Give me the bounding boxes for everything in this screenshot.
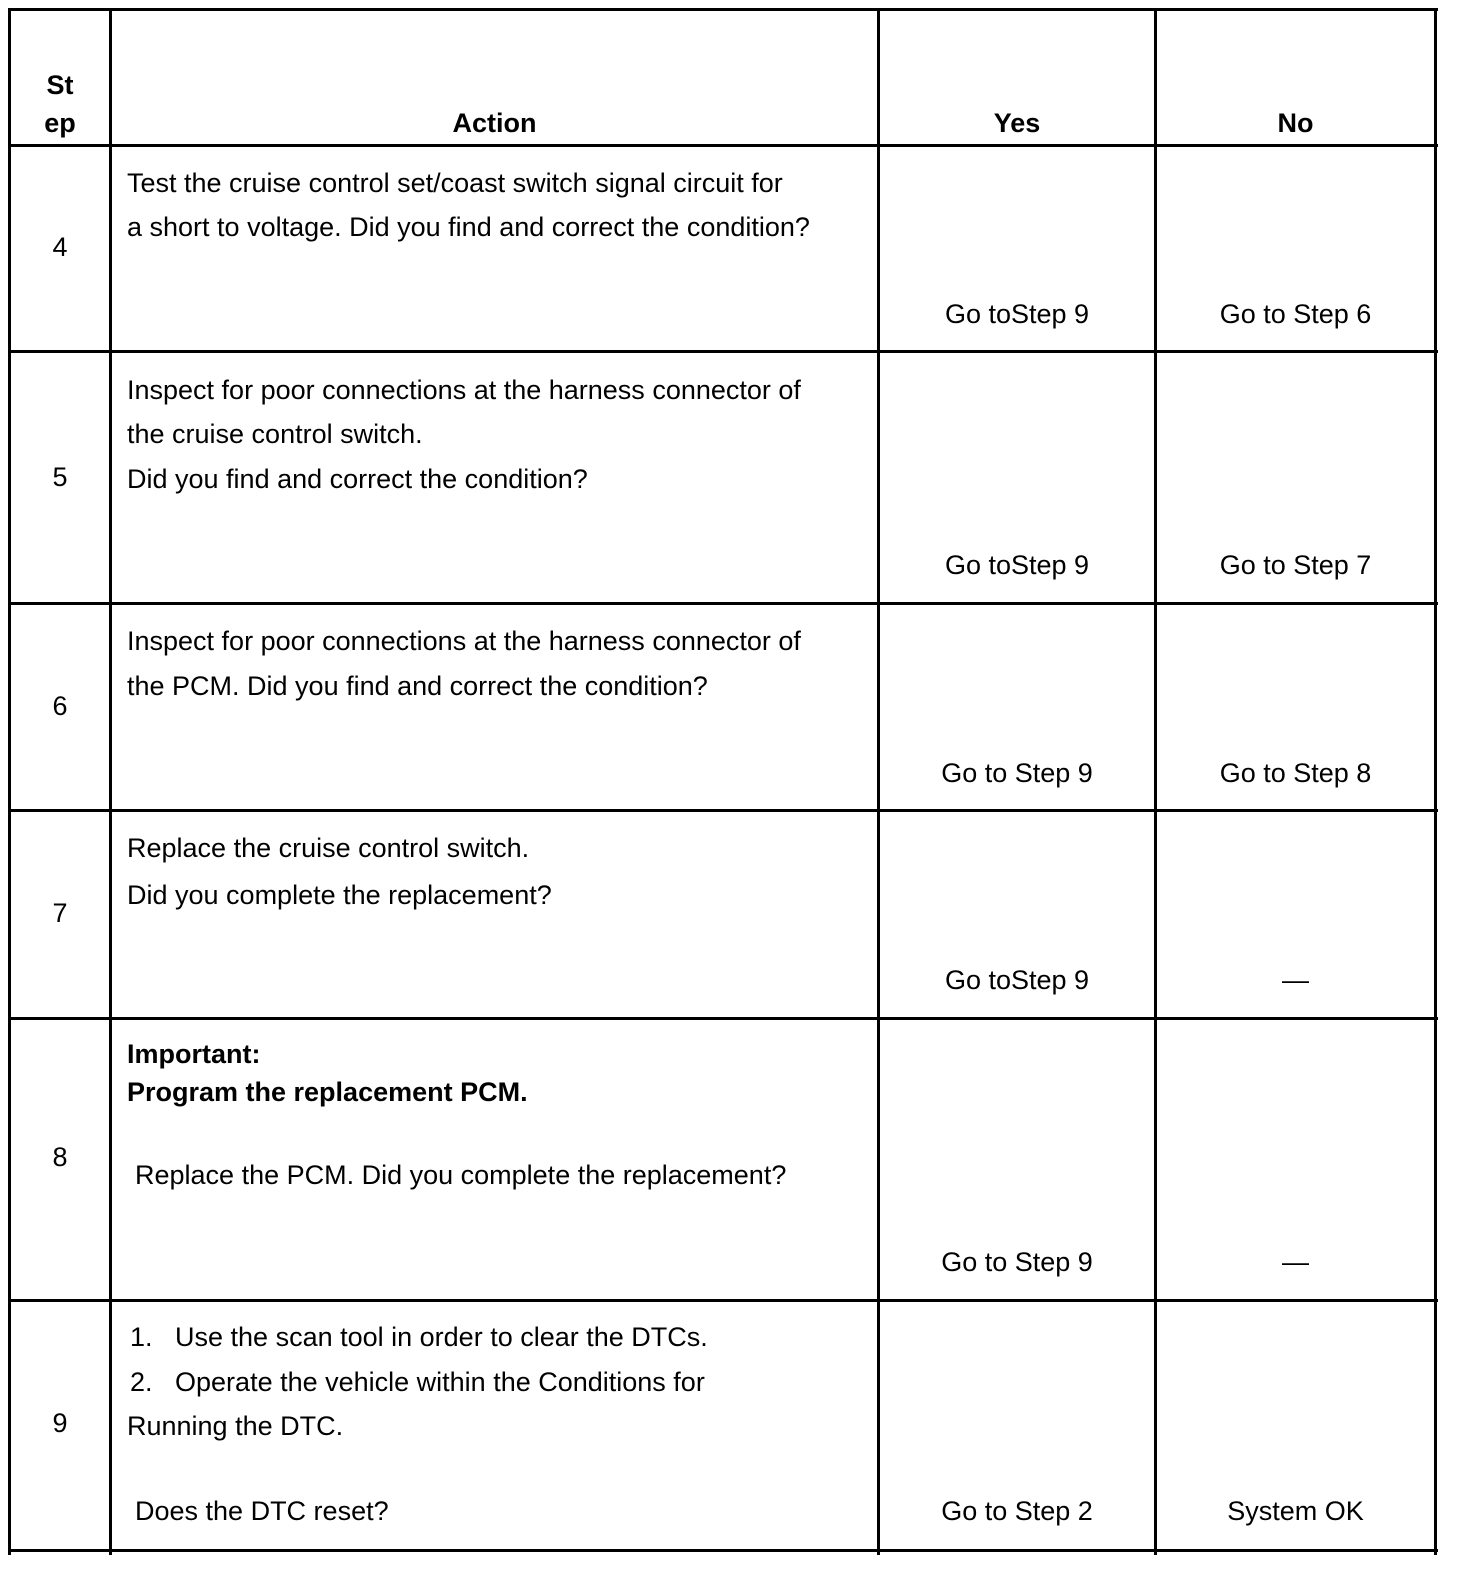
row-divider xyxy=(8,809,1438,812)
yes-link[interactable]: Go to Step 9 xyxy=(941,758,1093,788)
header-step xyxy=(11,66,109,142)
no-dash: — xyxy=(1282,965,1309,995)
table-bottom-border xyxy=(8,1549,1438,1552)
action-text: Did you find and correct the condition? xyxy=(127,464,588,494)
yes-link[interactable]: Go toStep 9 xyxy=(944,965,1090,995)
header-step-line2: ep xyxy=(44,108,76,138)
no-dash: — xyxy=(1282,1247,1309,1277)
no-link[interactable]: Go to Step 7 xyxy=(1219,550,1372,580)
yes-link[interactable]: Go toStep 9 xyxy=(944,299,1090,329)
table-right-border xyxy=(1434,9,1437,1555)
yes-link[interactable]: Go to Step 9 xyxy=(941,1247,1093,1277)
step-number: 6 xyxy=(52,691,68,721)
action-text: Running the DTC. xyxy=(127,1411,344,1441)
header-action: Action xyxy=(452,108,537,138)
yes-link[interactable]: Go to Step 2 xyxy=(941,1496,1093,1526)
row-divider xyxy=(8,350,1438,353)
row-divider xyxy=(8,602,1438,605)
header-divider xyxy=(8,144,1438,147)
action-text: Replace the cruise control switch. xyxy=(127,833,530,863)
action-text: Replace the PCM. Did you complete the replacement? xyxy=(135,1160,787,1190)
important-text: Program the replacement PCM. xyxy=(127,1077,528,1107)
step-number: 8 xyxy=(52,1142,68,1172)
step-number: 4 xyxy=(52,232,68,262)
no-link[interactable]: Go to Step 8 xyxy=(1219,758,1372,788)
action-text: a short to voltage. Did you find and correct the condition? xyxy=(127,212,810,242)
action-text: Test the cruise control set/coast switch signal circuit for xyxy=(127,168,783,198)
header-no: No xyxy=(1277,108,1314,138)
action-text: the cruise control switch. xyxy=(127,419,423,449)
list-item: 1. Use the scan tool in order to clear the DTCs. xyxy=(130,1322,708,1352)
header-yes: Yes xyxy=(993,108,1041,138)
step-number: 5 xyxy=(52,462,68,492)
action-text: Inspect for poor connections at the harness connector of xyxy=(127,626,801,656)
step-number: 7 xyxy=(52,898,68,928)
action-text: the PCM. Did you find and correct the condition? xyxy=(127,671,708,701)
table-top-border xyxy=(8,8,1438,11)
row-divider xyxy=(8,1017,1438,1020)
list-item: 2. Operate the vehicle within the Conditions for xyxy=(130,1367,705,1397)
no-link[interactable]: Go to Step 6 xyxy=(1219,299,1372,329)
step-number: 9 xyxy=(52,1408,68,1438)
yes-link[interactable]: Go toStep 9 xyxy=(944,550,1090,580)
row-divider xyxy=(8,1299,1438,1302)
action-question: Does the DTC reset? xyxy=(135,1496,389,1526)
important-label: Important: xyxy=(127,1039,261,1069)
action-text: Did you complete the replacement? xyxy=(127,880,552,910)
header-step-line1: St xyxy=(46,70,74,100)
action-text: Inspect for poor connections at the harness connector of xyxy=(127,375,801,405)
no-status: System OK xyxy=(1227,1496,1364,1526)
column-divider xyxy=(109,9,112,1555)
